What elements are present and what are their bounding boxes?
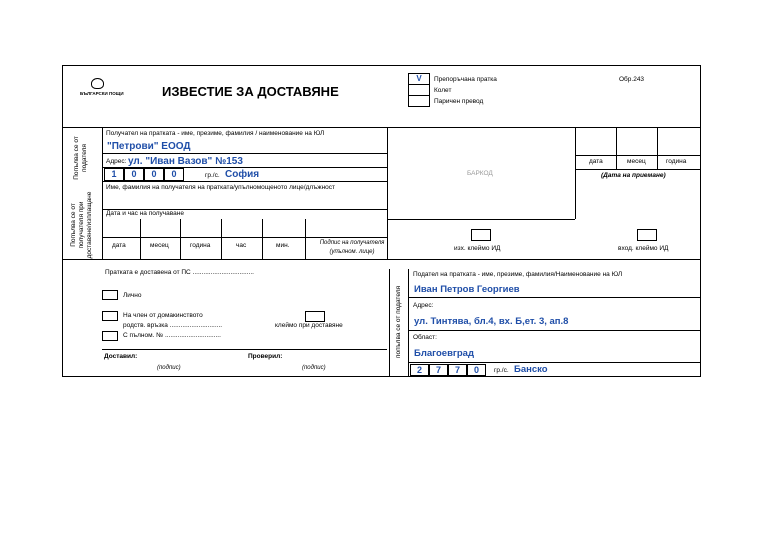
divider (408, 362, 701, 363)
divider (408, 330, 701, 331)
acceptance-month: месец (627, 158, 646, 165)
divider (102, 237, 387, 238)
divider (575, 169, 701, 170)
delivered-by-text: Пратката е доставена от ПС .................................. (105, 269, 254, 276)
divider (387, 127, 388, 259)
recipient-header: Получател на пратката - име, презиме, фамилия / наименование на ЮЛ (106, 130, 325, 137)
recipient-postcode-digit[interactable]: 0 (144, 168, 164, 181)
divider (180, 219, 181, 259)
type-label-registered: Препоръчана пратка (434, 76, 497, 83)
outgoing-stamp-box[interactable] (471, 229, 491, 241)
divider (408, 269, 409, 377)
personally-label: Лично (123, 292, 142, 299)
acceptance-caption: (Дата на приемане) (601, 172, 666, 179)
household-label: На член от домакинството (123, 312, 203, 319)
receiver-signature-label: Подпис на получателя (упълном. лице) (319, 240, 385, 255)
delivery-stamp-label: клеймо при доставяне (275, 322, 343, 329)
divider (408, 297, 701, 298)
sender-side-label: попълва се от подателя (395, 285, 402, 359)
recipient-side-label: Попълва се от подателя (73, 136, 88, 180)
divider (62, 259, 701, 260)
delivered-label: Доставил: (104, 353, 138, 360)
divider (262, 219, 263, 259)
divider (102, 349, 387, 350)
checked-label: Проверил: (248, 353, 283, 360)
recipient-postcode-digit[interactable]: 0 (164, 168, 184, 181)
divider (140, 219, 141, 259)
recipient-address[interactable]: ул. "Иван Вазов" №153 (128, 156, 243, 167)
sender-postcode-digit[interactable]: 7 (429, 364, 448, 376)
household-checkbox[interactable] (102, 311, 118, 321)
sender-address[interactable]: ул. Тинтява, бл.4, вх. Б,ет. 3, ап.8 (414, 316, 569, 327)
form-number: Обр.243 (619, 76, 645, 83)
voucher-checkbox[interactable] (102, 331, 118, 341)
recipient-address-label: Адрес: (106, 158, 127, 165)
receiver-col-month: месец (150, 242, 169, 249)
post-horn-icon (91, 78, 104, 89)
page-title: ИЗВЕСТИЕ ЗА ДОСТАВЯНЕ (162, 84, 339, 99)
recipient-postcode-digit[interactable]: 1 (104, 168, 124, 181)
divider (657, 127, 658, 169)
sender-postcode-digit[interactable]: 2 (410, 364, 429, 376)
recipient-city[interactable]: София (225, 169, 260, 180)
acceptance-year: година (666, 158, 687, 165)
sender-address-label: Адрес: (413, 302, 434, 309)
recipient-postcode-digit[interactable]: 0 (124, 168, 144, 181)
receiver-side-label: Попълва се от получателя при доставяне/изплащане (70, 191, 93, 259)
outgoing-stamp-label: изх. клеймо ИД (454, 245, 501, 252)
type-checkbox-money-order[interactable] (408, 95, 430, 107)
divider (387, 219, 575, 220)
sender-postcode-digit[interactable]: 0 (467, 364, 486, 376)
sender-city[interactable]: Банско (514, 364, 548, 375)
receiver-date-label: Дата и час на получаване (106, 210, 184, 217)
relationship-label: родств. връзка ............................. (123, 322, 223, 329)
receiver-name-label: Име, фамилия на получателя на пратката/упълномощеното лице/длъжност (106, 184, 335, 191)
sender-postcode-digit[interactable]: 7 (448, 364, 467, 376)
barcode-label: БАРКОД (467, 170, 493, 177)
incoming-stamp-label: вход. клеймо ИД (618, 245, 669, 252)
signature-2: (подпис) (302, 365, 326, 371)
sender-header: Подател на пратката - име, презиме, фамилия/Наименование на ЮЛ (413, 271, 623, 278)
divider (616, 127, 617, 169)
divider (575, 155, 701, 156)
divider (102, 127, 103, 259)
receiver-col-day: дата (112, 242, 126, 249)
divider (575, 127, 576, 219)
voucher-label: С пълном. № ............................... (123, 332, 221, 339)
divider-header (62, 127, 701, 128)
divider (102, 153, 387, 154)
divider (102, 181, 387, 182)
signature-1: (подпис) (157, 365, 181, 371)
logo (80, 78, 124, 96)
sender-city-label: гр./с. (494, 367, 509, 374)
type-mark: V (416, 74, 422, 83)
personally-checkbox[interactable] (102, 290, 118, 300)
divider (221, 219, 222, 259)
receiver-col-minute: мин. (276, 242, 290, 249)
type-label-parcel: Колет (434, 87, 452, 94)
logo-text: БЪЛГАРСКИ ПОЩИ (80, 91, 124, 96)
sender-name[interactable]: Иван Петров Георгиев (414, 284, 520, 295)
acceptance-day: дата (589, 158, 603, 165)
receiver-col-hour: час (236, 242, 247, 249)
type-label-money-order: Паричен превод (434, 98, 484, 105)
receiver-col-year: година (190, 242, 211, 249)
recipient-city-label: гр./с. (205, 172, 220, 179)
divider (305, 219, 306, 259)
recipient-name[interactable]: "Петрови" ЕООД (107, 141, 191, 152)
divider (389, 269, 390, 377)
sender-region-label: Област: (413, 334, 437, 341)
sender-region[interactable]: Благоевград (414, 348, 474, 359)
incoming-stamp-box[interactable] (637, 229, 657, 241)
delivery-stamp-box[interactable] (305, 311, 325, 322)
